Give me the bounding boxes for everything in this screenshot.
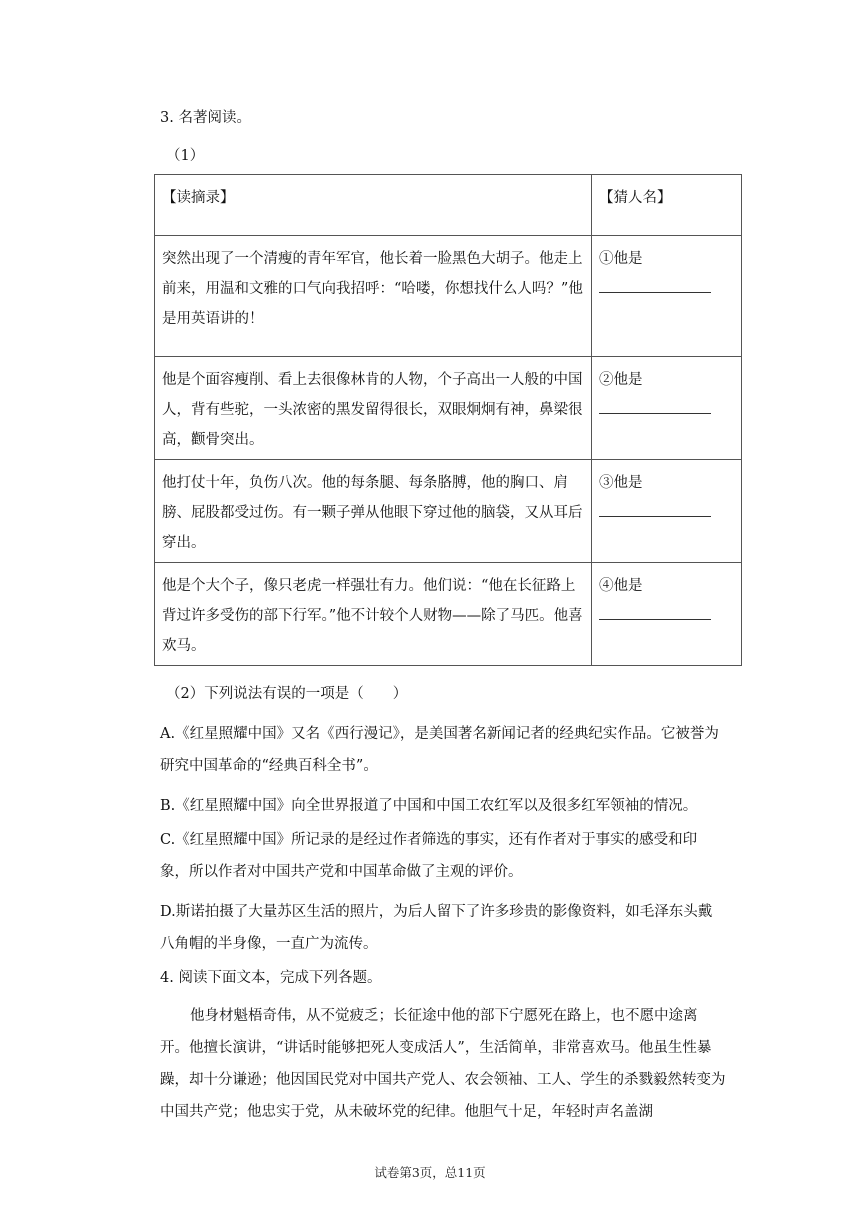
answer-prompt: ④他是 (599, 578, 643, 594)
question-3-title: 3. 名著阅读。 (160, 110, 251, 126)
answer-blank[interactable] (599, 274, 711, 293)
header-guess-name: 【猜人名】 (592, 175, 742, 236)
table-row (155, 563, 742, 666)
answer-cell (592, 236, 742, 357)
table-row (155, 357, 742, 460)
excerpt-cell: 他是个大个子，像只老虎一样强壮有力。他们说：“他在长征路上背过许多受伤的部下行军。”他不计较个人财物——除了马匹。他喜欢马。 (155, 563, 592, 666)
table-row (155, 460, 742, 563)
option-a[interactable]: A.《红星照耀中国》又名《西行漫记》，是美国著名新闻记者的经典纪实作品。它被誉为研究中国革命的“经典百科全书”。 (160, 726, 719, 774)
question-3-part-2-stem: （2）下列说法有误的一项是（ ） (166, 686, 408, 702)
reading-excerpt-table (154, 174, 742, 666)
page-footer: 试卷第3页，总11页 (374, 1165, 486, 1180)
answer-blank[interactable] (599, 395, 711, 414)
reading-passage: 他身材魁梧奇伟，从不觉疲乏；长征途中他的部下宁愿死在路上，也不愿中途离开。他擅长演讲，“讲话时能够把死人变成活人”，生活简单，非常喜欢马。他虽生性暴躁，却十分谦逊；他因国民党对中国共产党人、农会领袖、工人、学生的杀戮毅然转变为中国共产党；他忠实于党，从未破坏党的纪律。他胆气十足，年轻时声名盖湖 (160, 1008, 726, 1120)
answer-cell (592, 460, 742, 563)
question-4-title: 4. 阅读下面文本，完成下列各题。 (160, 970, 382, 986)
table-header-row (155, 175, 742, 236)
excerpt-cell: 他打仗十年，负伤八次。他的每条腿、每条胳膊，他的胸口、肩膀、屁股都受过伤。有一颗子弹从他眼下穿过他的脑袋，又从耳后穿出。 (155, 460, 592, 563)
answer-cell (592, 563, 742, 666)
excerpt-cell: 突然出现了一个清瘦的青年军官，他长着一脸黑色大胡子。他走上前来，用温和文雅的口气向我招呼：“哈喽，你想找什么人吗？”他是用英语讲的！ (155, 236, 592, 357)
header-read-excerpt: 【读摘录】 (155, 175, 592, 236)
question-3-part-1-label: （1） (166, 148, 205, 164)
option-b[interactable]: B.《红星照耀中国》向全世界报道了中国和中国工农红军以及很多红军领袖的情况。 (160, 798, 698, 814)
answer-blank[interactable] (599, 498, 711, 517)
excerpt-cell: 他是个面容瘦削、看上去很像林肯的人物，个子高出一人般的中国人，背有些驼，一头浓密的黑发留得很长，双眼炯炯有神，鼻梁很高，颧骨突出。 (155, 357, 592, 460)
option-d[interactable]: D.斯诺拍摄了大量苏区生活的照片，为后人留下了许多珍贵的影像资料，如毛泽东头戴八角帽的半身像，一直广为流传。 (160, 904, 713, 952)
table-row (155, 236, 742, 357)
answer-blank[interactable] (599, 601, 711, 620)
answer-prompt: ③他是 (599, 475, 643, 491)
answer-cell (592, 357, 742, 460)
answer-prompt: ①他是 (599, 251, 643, 267)
option-c[interactable]: C.《红星照耀中国》所记录的是经过作者筛选的事实，还有作者对于事实的感受和印象，所以作者对中国共产党和中国革命做了主观的评价。 (160, 832, 698, 880)
answer-prompt: ②他是 (599, 372, 643, 388)
